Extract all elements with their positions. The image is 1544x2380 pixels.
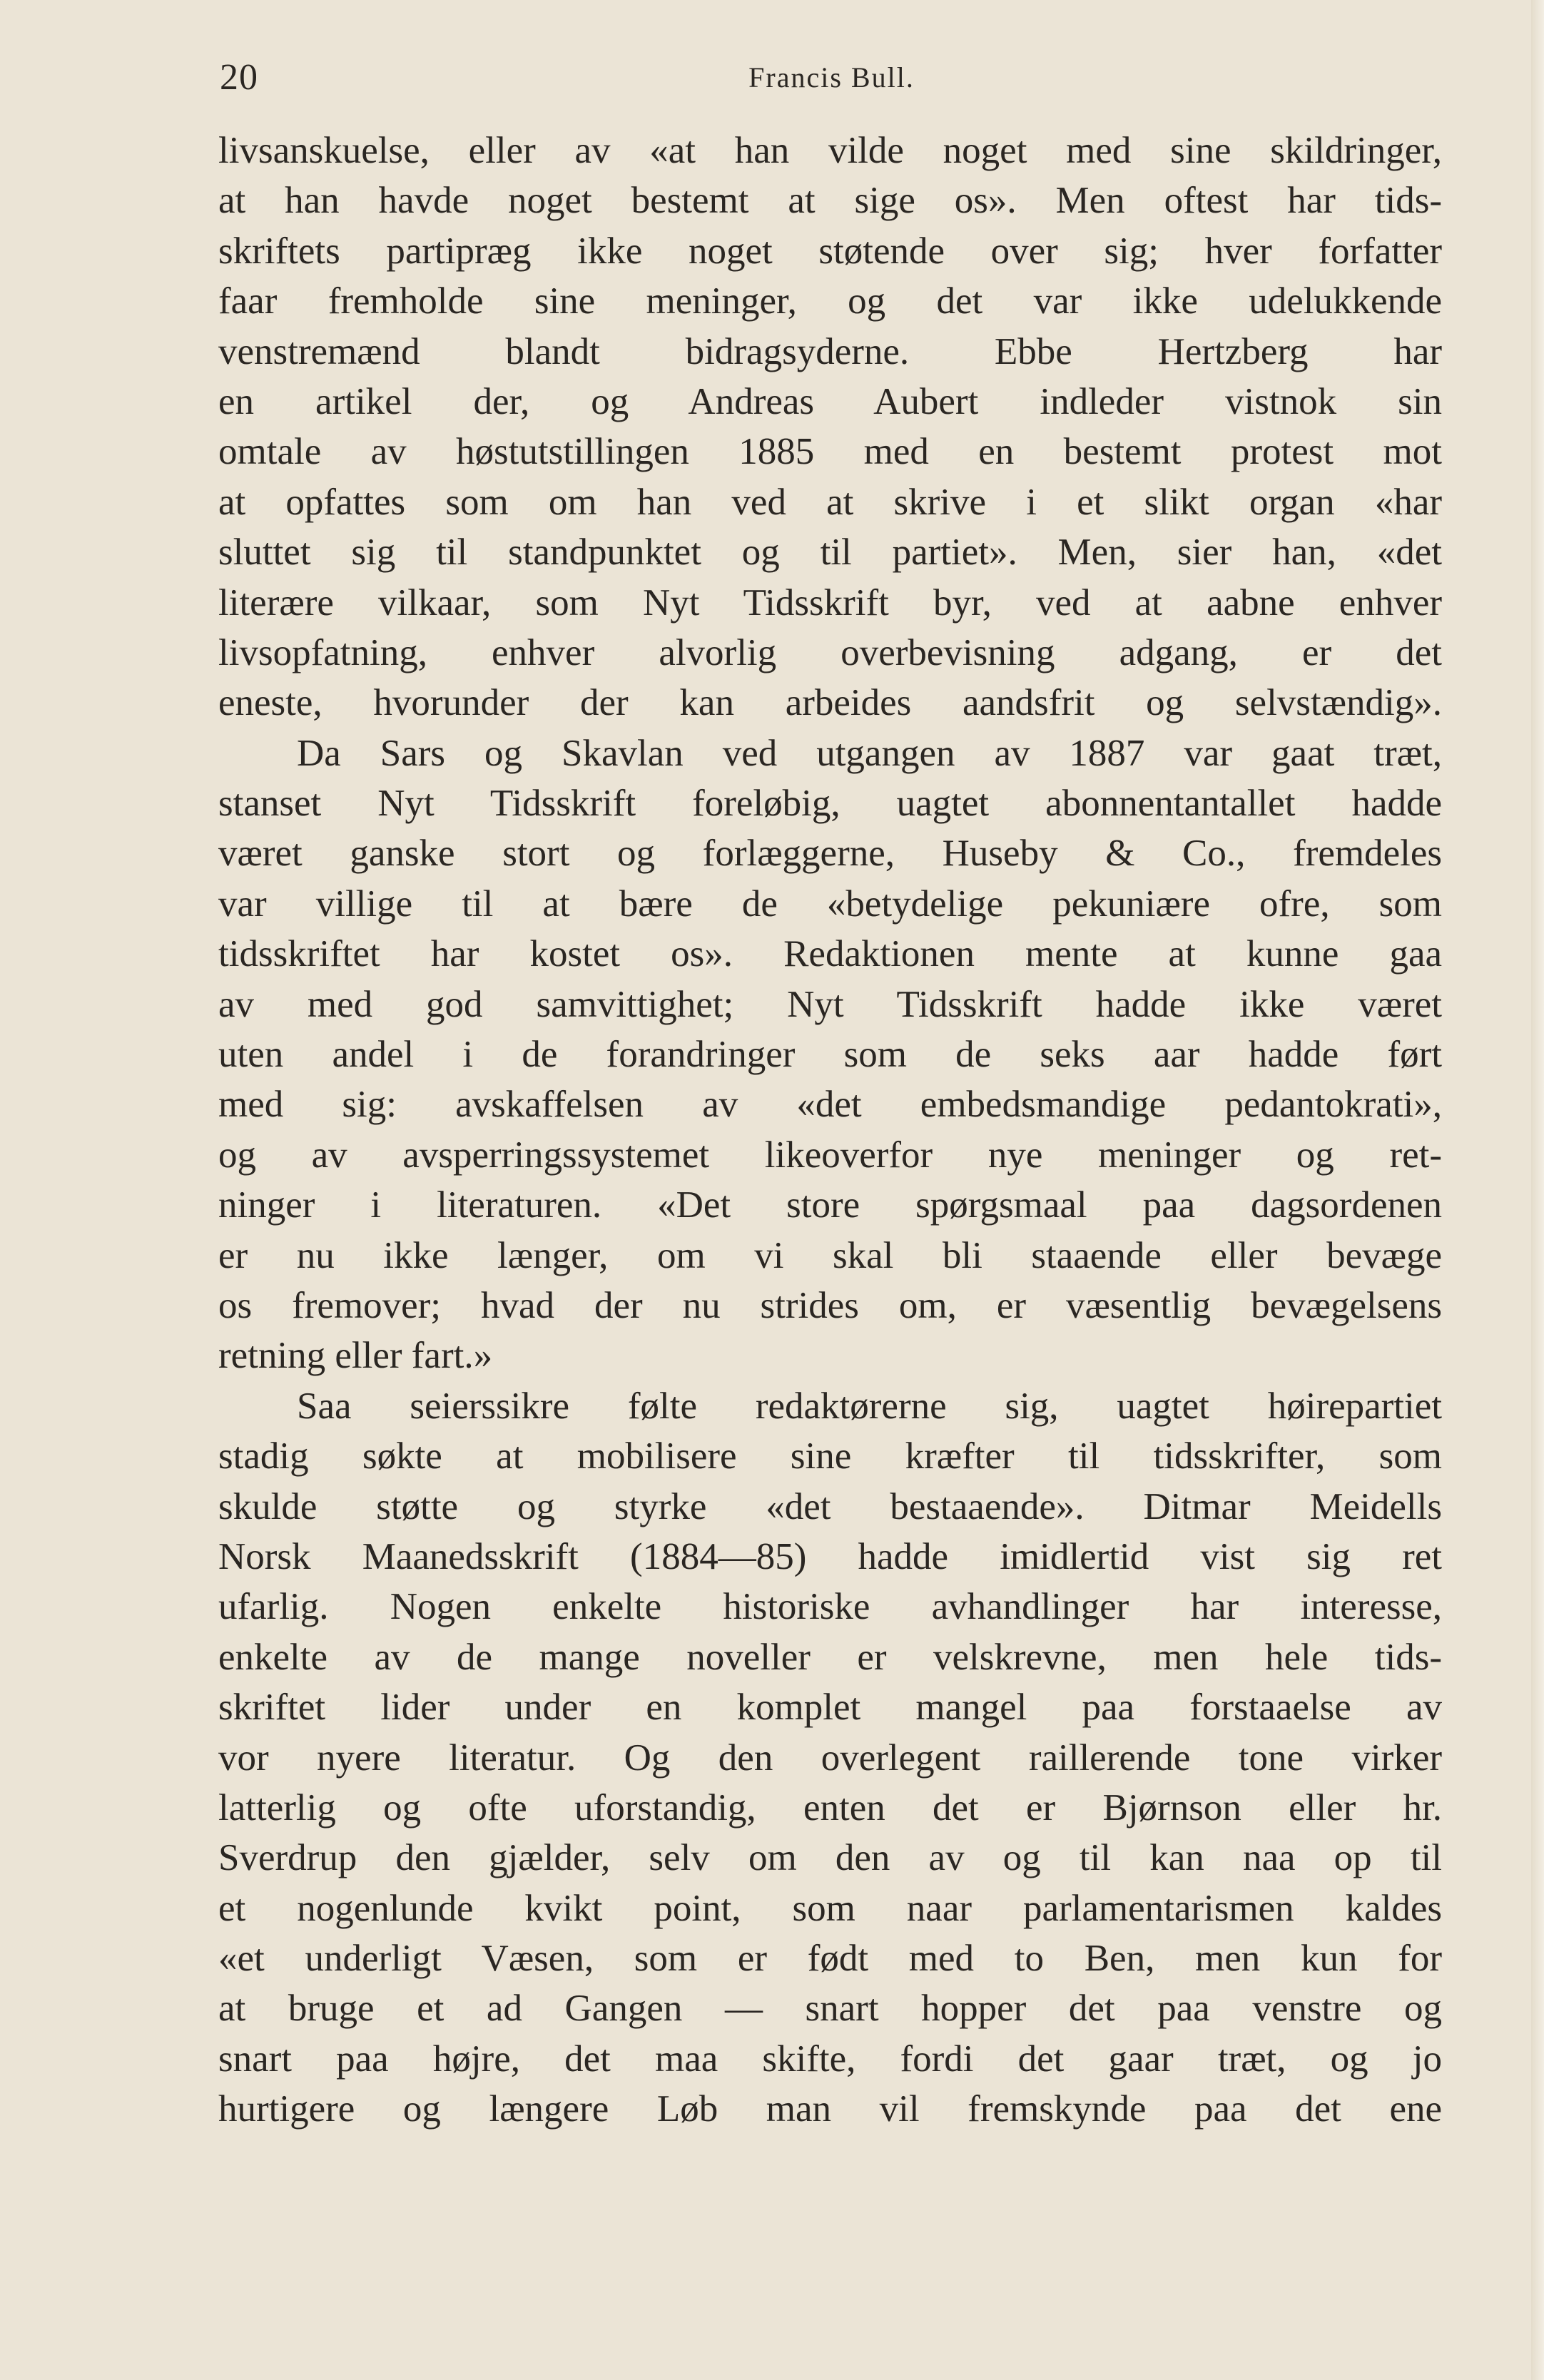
text-line: at han havde noget bestemt at sige os». Men oftest har tids- bbox=[218, 180, 1442, 222]
text-line: vor nyere literatur. Og den overlegent raillerende tone virker bbox=[218, 1736, 1442, 1779]
text-line: været ganske stort og forlæggerne, Huseby & Co., fremdeles bbox=[218, 833, 1442, 875]
text-line: livsanskuelse, eller av «at han vilde noget med sine skildringer, bbox=[218, 130, 1442, 171]
text-line: Sverdrup den gjælder, selv om den av og til kan naa op til bbox=[218, 1837, 1442, 1879]
page-number: 20 bbox=[220, 57, 258, 98]
text-line: stadig søkte at mobilisere sine kræfter til tidsskrifter, som bbox=[218, 1435, 1442, 1478]
text-line: at opfattes som om han ved at skrive i et slikt organ «har bbox=[218, 481, 1442, 523]
text-line: Da Sars og Skavlan ved utgangen av 1887 var gaat træt, bbox=[297, 732, 1442, 774]
text-line: livsopfatning, enhver alvorlig overbevisning adgang, er det bbox=[218, 631, 1442, 673]
text-line: av med god samvittighet; Nyt Tidsskrift hadde ikke været bbox=[218, 983, 1442, 1025]
text-line: snart paa højre, det maa skifte, fordi det gaar træt, og jo bbox=[218, 2038, 1442, 2080]
text-line: Norsk Maanedsskrift (1884—85) hadde imidlertid vist sig ret bbox=[218, 1535, 1442, 1577]
text-line: uten andel i de forandringer som de seks aar hadde ført bbox=[218, 1034, 1442, 1076]
text-line: ninger i literaturen. «Det store spørgsmaal paa dagsordenen bbox=[218, 1184, 1442, 1226]
running-head bbox=[220, 53, 1443, 103]
text-line: venstremænd blandt bidragsyderne. Ebbe Hertzberg har bbox=[218, 330, 1442, 372]
text-line: Saa seierssikre følte redaktørerne sig, uagtet høirepartiet bbox=[297, 1385, 1442, 1427]
text-line: at bruge et ad Gangen — snart hopper det paa venstre og bbox=[218, 1988, 1442, 2030]
text-line: retning eller fart.» bbox=[218, 1335, 493, 1377]
text-line: «et underligt Væsen, som er født med to Ben, men kun for bbox=[218, 1938, 1442, 1980]
text-line: var villige til at bære de «betydelige pekuniære ofre, som bbox=[218, 883, 1442, 925]
text-line: faar fremholde sine meninger, og det var ikke udelukkende bbox=[218, 280, 1442, 322]
running-title: Francis Bull. bbox=[748, 61, 915, 93]
text-line: er nu ikke længer, om vi skal bli staaende eller bevæge bbox=[218, 1234, 1442, 1276]
text-line: omtale av høstutstillingen 1885 med en bestemt protest mot bbox=[218, 431, 1442, 473]
text-line: skriftet lider under en komplet mangel paa forstaaelse av bbox=[218, 1687, 1442, 1729]
text-line: og av avsperringssystemet likeoverfor nye meninger og ret- bbox=[218, 1134, 1442, 1176]
text-line: et nogenlunde kvikt point, som naar parlamentarismen kaldes bbox=[218, 1887, 1442, 1929]
text-line: latterlig og ofte uforstandig, enten det er Bjørnson eller hr. bbox=[218, 1786, 1442, 1829]
text-line: ufarlig. Nogen enkelte historiske avhandlinger har interesse, bbox=[218, 1586, 1442, 1628]
text-line: eneste, hvorunder der kan arbeides aandsfrit og selvstændig». bbox=[218, 682, 1442, 724]
page-edge-shadow bbox=[1531, 0, 1544, 2380]
text-line: enkelte av de mange noveller er velskrevne, men hele tids- bbox=[218, 1636, 1442, 1678]
text-line: sluttet sig til standpunktet og til partiet». Men, sier han, «det bbox=[218, 532, 1442, 574]
text-line: hurtigere og længere Løb man vil fremskynde paa det ene bbox=[218, 2088, 1442, 2130]
text-line: os fremover; hvad der nu strides om, er væsentlig bevægelsens bbox=[218, 1284, 1442, 1326]
body-text bbox=[218, 126, 1442, 2135]
text-line: en artikel der, og Andreas Aubert indleder vistnok sin bbox=[218, 380, 1442, 422]
text-line: tidsskriftet har kostet os». Redaktionen mente at kunne gaa bbox=[218, 933, 1442, 975]
text-line: skriftets partipræg ikke noget støtende over sig; hver forfatter bbox=[218, 230, 1442, 272]
text-line: skulde støtte og styrke «det bestaaende». Ditmar Meidells bbox=[218, 1485, 1442, 1527]
text-line: med sig: avskaffelsen av «det embedsmandige pedantokrati», bbox=[218, 1084, 1442, 1126]
text-line: stanset Nyt Tidsskrift foreløbig, uagtet abonnentantallet hadde bbox=[218, 783, 1442, 825]
text-line: literære vilkaar, som Nyt Tidsskrift byr, ved at aabne enhver bbox=[218, 581, 1442, 624]
